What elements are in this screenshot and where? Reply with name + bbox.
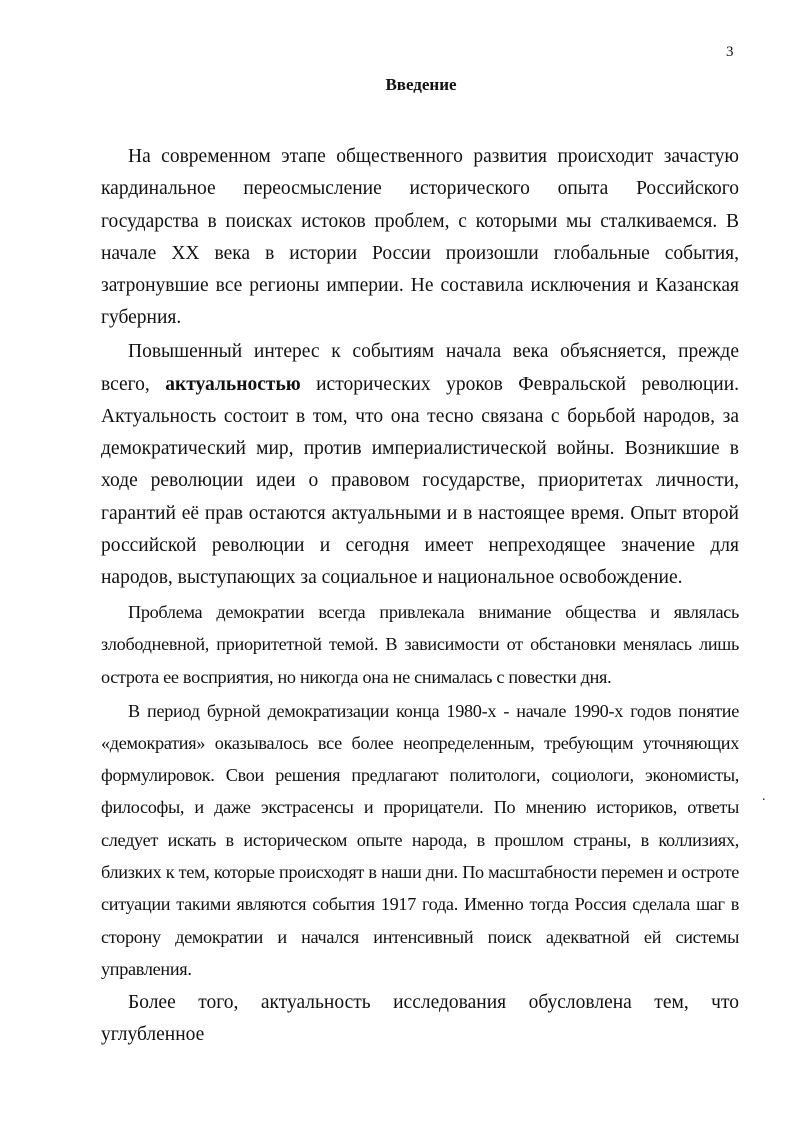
paragraph-democratization: В период бурной демократизации конца 1980-х - начале 1990-х годов понятие «демократия» оказывалось все более неопределенным, требующим уточняющих формулировок. Свои решения предлагают политологи, социологи, экономисты, философы, и даже экстрасенсы и прорицатели. По мнению историков, ответы следует искать в историческом опыте народа, в прошлом страны, в коллизиях, близких к тем, которые происходят в наши дни. По масштабности перемен и остроте ситуации такими являются события 1917 года. Именно тогда Россия сделала шаг в сторону демократии и начался интенсивный поиск адекватной ей системы управления. (101, 700, 739, 979)
body-text (101, 141, 739, 1051)
paragraph-relevance-rest: исторических уроков Февральской революции. Актуальность состоит в том, что она тесно связана с борьбой народов, за демократический мир, против империалистической войны. Возникшие в ходе революции идеи о правовом государстве, приоритетах личности, гарантий её прав остаются актуальными и в настоящее время. Опыт второй российской революции и сегодня имеет непреходящее значение для народов, выступающих за социальное и национальное освобождение. (101, 373, 740, 589)
paragraph-relevance-lead: Повышенный интерес к событиям начала века объясняется, прежде всего, (101, 341, 739, 395)
relevance-term: актуальностью (165, 373, 301, 395)
paragraph-relevance (101, 336, 739, 594)
page-number: 3 (726, 44, 734, 60)
paragraph-continuation: Более того, актуальность исследования обусловлена тем, что углубленное (101, 991, 739, 1046)
paragraph-intro: На современном этапе общественного развития происходит зачастую кардинальное переосмысление исторического опыта Российского государства в поисках истоков проблем, с которыми мы сталкиваемся. В начале XX века в истории России произошли глобальные события, затронувшие все регионы империи. Не составила исключения и Казанская губерния. (101, 146, 739, 329)
stray-mark: . (762, 789, 766, 804)
paragraph-democracy-problem: Проблема демократии всегда привлекала внимание общества и являлась злободневной, приоритетной темой. В зависимости от обстановки менялась лишь острота ее восприятия, но никогда она не снималась с повестки дня. (101, 602, 739, 687)
section-title: Введение (385, 75, 457, 94)
